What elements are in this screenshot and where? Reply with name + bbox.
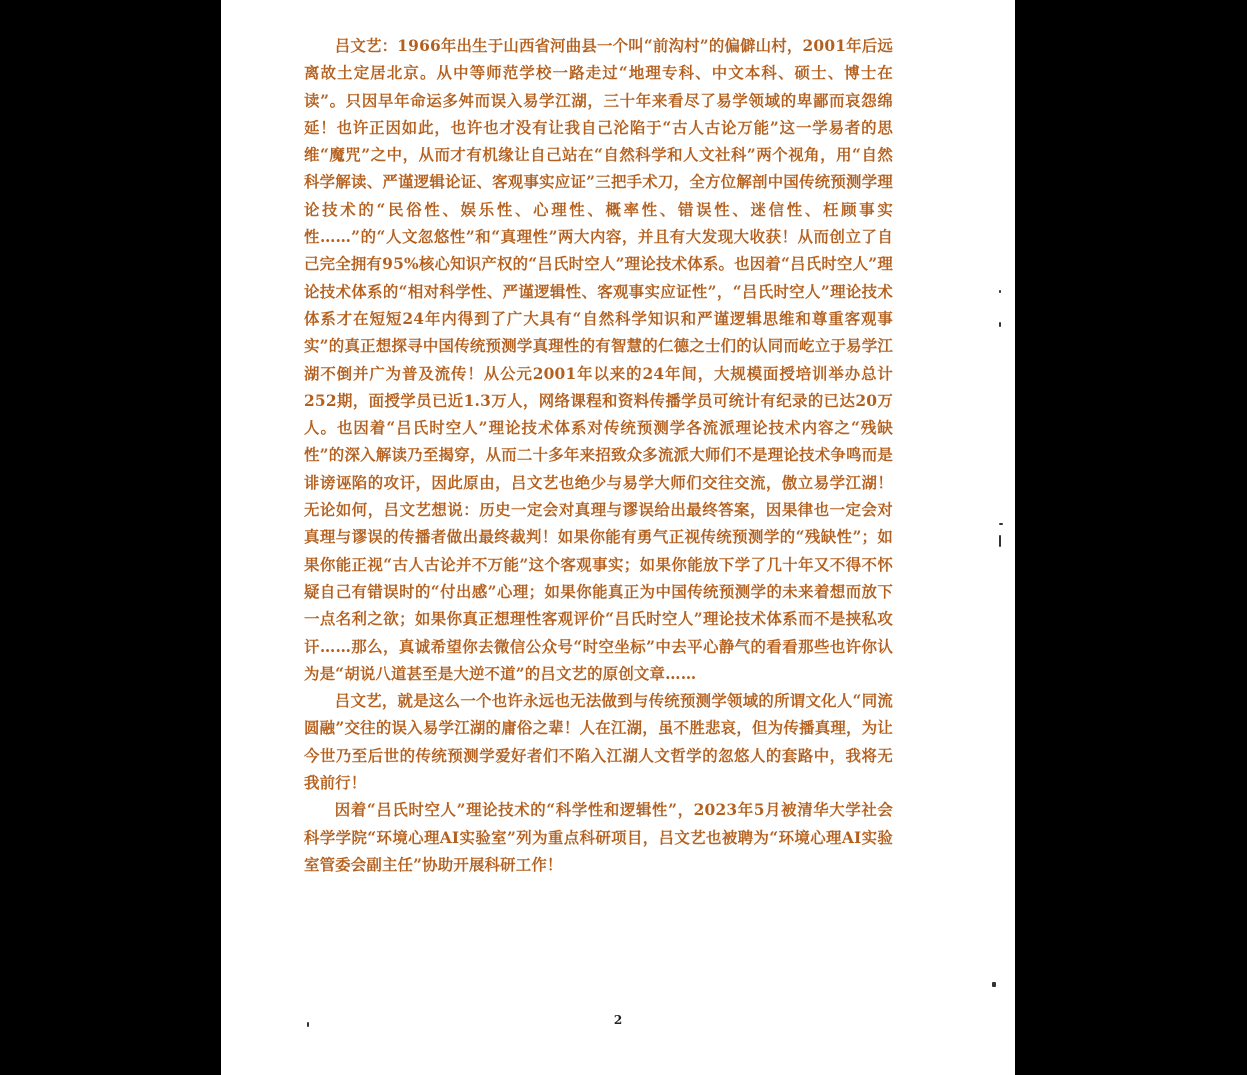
- paragraph-self-description: 吕文艺，就是这么一个也许永远也无法做到与传统预测学领域的所谓文化人“同流圆融”交往的误入易学江湖的庸俗之辈！人在江湖，虽不胜悲哀，但为传播真理，为让今世乃至后世的传统预测学爱好者们不陷入江湖人文哲学的忽悠人的套路中，我将无我前行！: [304, 692, 893, 793]
- scan-speck: [999, 523, 1003, 525]
- paragraph-research-project: 因着“吕氏时空人”理论技术的“科学性和逻辑性”，2023年5月被清华大学社会科学学院“环境心理AI实验室”列为重点科研项目，吕文艺也被聘为“环境心理AI实验室管委会副主任”协助开展科研工作！: [304, 801, 893, 874]
- scan-speck: [999, 535, 1001, 547]
- paragraph-biography: 吕文艺：1966年出生于山西省河曲县一个叫“前沟村”的偏僻山村，2001年后远离故土定居北京。从中等师范学校一路走过“地理专科、中文本科、硕士、博士在读”。只因早年命运多舛而误入易学江湖，三十年来看尽了易学领域的卑鄙而哀怨绵延！也许正因如此，也许也才没有让我自己沦陷于“古人古论万能”这一学易者的思维“魔咒”之中，从而才有机缘让自己站在“自然科学和人文社科”两个视角，用“自然科学解读、严谨逻辑论证、客观事实应证”三把手术刀，全方位解剖中国传统预测学理论技术的“民俗性、娱乐性、心理性、概率性、错误性、迷信性、枉顾事实性……”的“人文忽悠性”和“真理性”两大内容，并且有大发现大收获！从而创立了自己完全拥有95%核心知识产权的“吕氏时空人”理论技术体系。也因着“吕氏时空人”理论技术体系的“相对科学性、严谨逻辑性、客观事实应证性”，“吕氏时空人”理论技术体系才在短短24年内得到了广大具有“自然科学知识和严谨逻辑思维和尊重客观事实”的真正想探寻中国传统预测学真理性的有智慧的仁德之士们的认同而屹立于易学江湖不倒并广为普及流传！从公元2001年以来的24年间，大规模面授培训举办总计252期，面授学员已近1.3万人，网络课程和资料传播学员可统计有纪录的已达20万人。也因着“吕氏时空人”理论技术体系对传统预测学各流派理论技术内容之“残缺性”的深入解读乃至揭穿，从而二十多年来招致众多流派大师们不是理论技术争鸣而是诽谤诬陷的攻讦，因此原由，吕文艺也绝少与易学大师们交往交流，傲立易学江湖！无论如何，吕文艺想说：历史一定会对真理与谬误给出最终答案，因果律也一定会对真理与谬误的传播者做出最终裁判！如果你能有勇气正视传统预测学的“残缺性”；如果你能正视“古人古论并不万能”这个客观事实；如果你能放下学了几十年又不得不怀疑自己有错误时的“付出感”心理；如果你能真正为中国传统预测学的未来着想而放下一点名利之欲；如果你真正想理性客观评价“吕氏时空人”理论技术体系而不是挟私攻讦……那么，真诚希望你去微信公众号“时空坐标”中去平心静气的看看那些也许你认为是“胡说八道甚至是大逆不道”的吕文艺的原创文章……: [304, 37, 893, 683]
- scan-speck: [999, 290, 1001, 293]
- page-number: 2: [613, 1013, 623, 1027]
- scan-speck: [307, 1022, 309, 1027]
- scan-speck: [999, 322, 1001, 327]
- document-page: [221, 0, 1015, 1075]
- body-text: [304, 33, 893, 879]
- scan-speck: [992, 982, 996, 987]
